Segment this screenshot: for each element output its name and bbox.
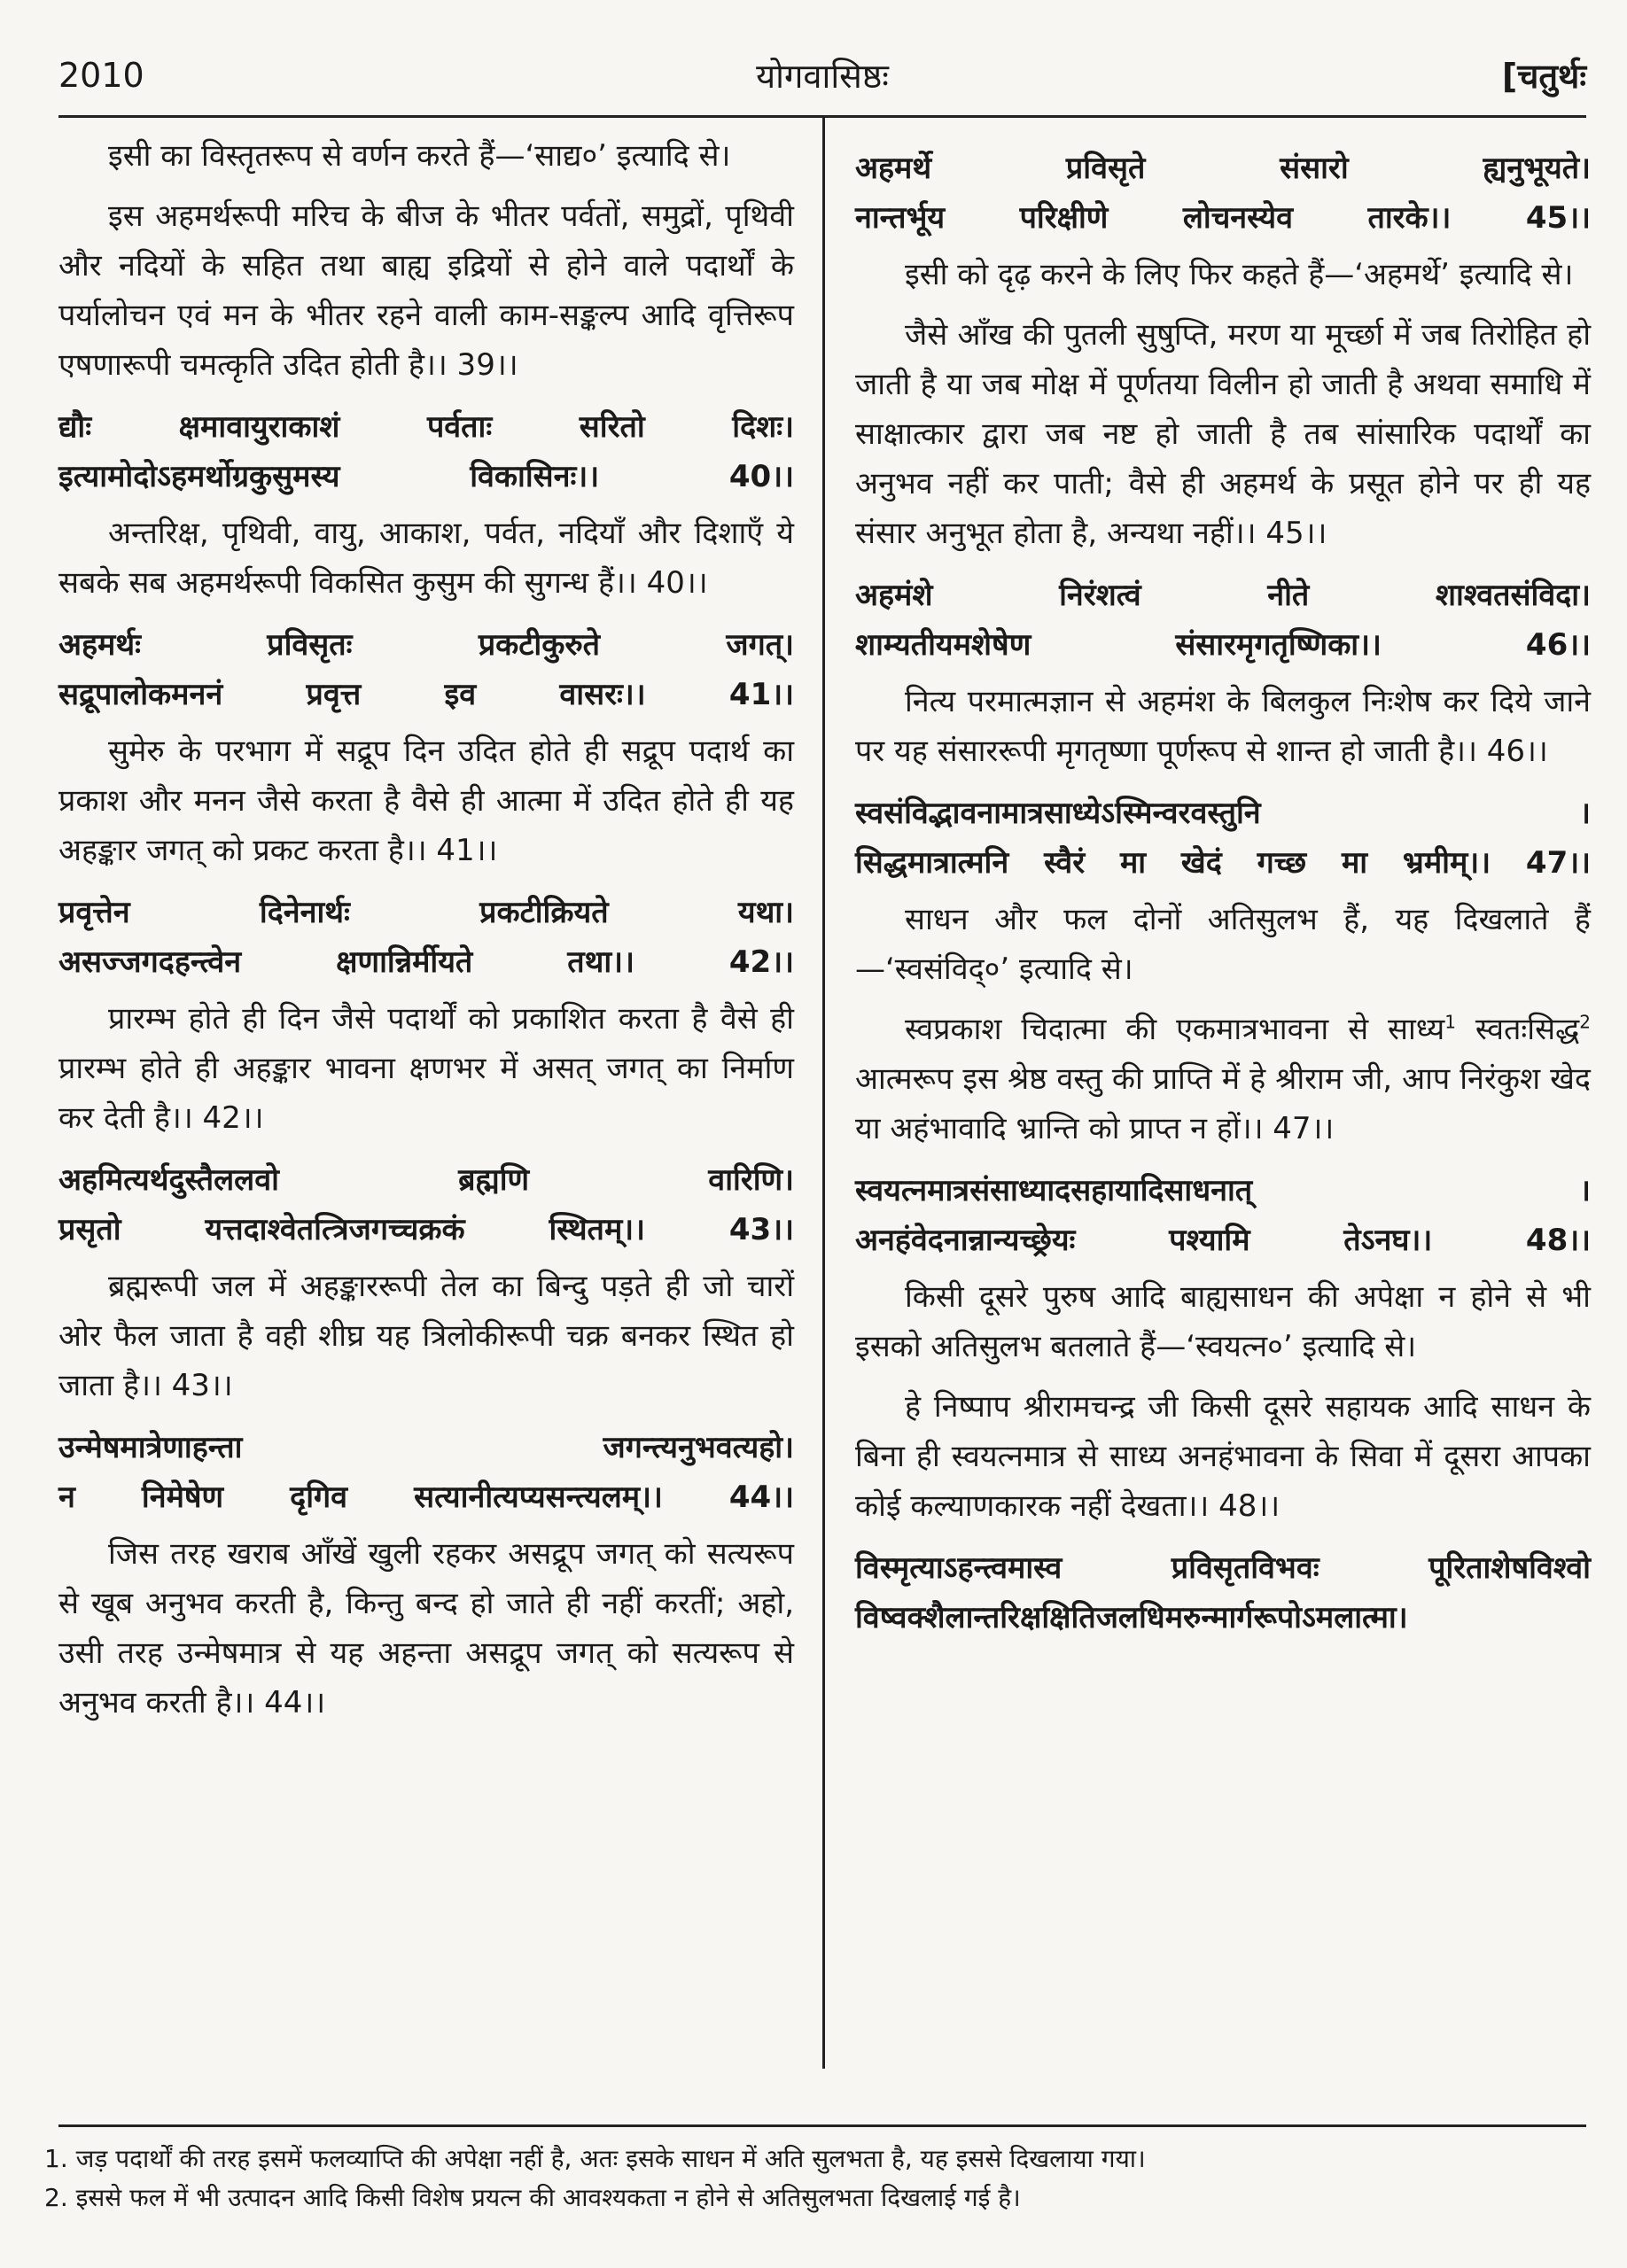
book-title: योगवासिष्ठः: [756, 57, 889, 96]
commentary-paragraph: इसी को दृढ़ करने के लिए फिर कहते हैं—‘अहमर्थे’ इत्यादि से।: [905, 257, 1574, 292]
verse: [855, 571, 1591, 670]
verse-line: अहमंशे निरंशत्वं नीते शाश्वतसंविदा।: [855, 578, 1591, 613]
page-header: [58, 44, 1586, 106]
footnotes: [44, 2140, 1586, 2218]
verse-line: अहमित्यर्थदुस्तैललवो ब्रह्मणि वारिणि।: [58, 1162, 794, 1198]
verse: [855, 1543, 1591, 1643]
verse-line: प्रसृतो यत्तदाश्वेतत्त्रिजगच्चक्रकं स्थितम्।। 43।।: [58, 1212, 794, 1247]
text-run: स्वतःसिद्ध: [1456, 1012, 1580, 1047]
page-number: 2010: [58, 56, 144, 95]
footnote-marker: 1: [1444, 1011, 1457, 1033]
verse: [58, 402, 794, 501]
commentary-paragraph: [855, 1005, 1591, 1153]
commentary-paragraph: नित्य परमात्मज्ञान से अहमंश के बिलकुल निःशेष कर दिये जाने पर यह संसाररूपी मृगतृष्णा पूर्णरूप से शान्त हो जाती है।। 46।।: [855, 684, 1591, 769]
footnote-2: 2. इससे फल में भी उत्पादन आदि किसी विशेष प्रयत्न की आवश्यकता न होने से अतिसुलभता दिखलाई गई है।: [44, 2183, 1021, 2212]
verse: [58, 620, 794, 719]
verse-line: विस्मृत्याऽहन्त्वमास्व प्रविसृतविभवः पूरिताशेषविश्वो: [855, 1550, 1591, 1586]
commentary-paragraph: प्रारम्भ होते ही दिन जैसे पदार्थों को प्रकाशित करता है वैसे ही प्रारम्भ होते ही अहङ्कार भावना क्षणभर में असत् जगत् का निर्माण कर देती है।। 42।।: [58, 1001, 794, 1136]
commentary-paragraph: जिस तरह खराब आँखें खुली रहकर असद्रूप जगत् को सत्यरूप से खूब अनुभव करती है, किन्तु बन्द हो जाते ही नहीं करतीं; अहो, उसी तरह उन्मेषमात्र से यह अहन्ता असद्रूप जगत् को सत्यरूप से अनुभव करती है।। 44।।: [58, 1536, 794, 1720]
text-run: आत्मरूप इस श्रेष्ठ वस्तु की प्राप्ति में हे श्रीराम जी, आप निरंकुश खेद या अहंभावादि भ्रान्ति को प्राप्त न हों।। 47।।: [855, 1061, 1591, 1146]
footnote-rule: [58, 2124, 1586, 2127]
verse: [855, 788, 1591, 888]
verse: [58, 1423, 794, 1522]
footnote-marker: 2: [1579, 1011, 1591, 1033]
commentary-paragraph: इस अहमर्थरूपी मरिच के बीज के भीतर पर्वतों, समुद्रों, पृथिवी और नदियों के सहित तथा बाह्य इद्रियों से होने वाले पदार्थों के पर्यालोचन एवं मन के भीतर रहने वाली काम-सङ्कल्प आदि वृत्तिरूप एषणारूपी चमत्कृति उदित होती है।। 39।।: [58, 198, 794, 383]
commentary-paragraph: ब्रह्मरूपी जल में अहङ्काररूपी तेल का बिन्दु पड़ते ही जो चारों ओर फैल जाता है वही शीघ्र यह त्रिलोकीरूपी चक्र बनकर स्थित हो जाता है।। 43।।: [58, 1269, 794, 1403]
footnote-1: 1. जड़ पदार्थों की तरह इसमें फलव्याप्ति की अपेक्षा नहीं है, अतः इसके साधन में अति सुलभता है, यह इससे दिखलाया गया।: [44, 2144, 1146, 2173]
verse-line: असज्जगदहन्त्वेन क्षणान्निर्मीयते तथा।। 42।।: [58, 944, 794, 980]
verse: [855, 144, 1591, 243]
commentary-paragraph: किसी दूसरे पुरुष आदि बाह्यसाधन की अपेक्षा न होने से भी इसको अतिसुलभ बतलाते हैं—‘स्वयत्न०’ इत्यादि से।: [855, 1279, 1591, 1364]
commentary-paragraph: सुमेरु के परभाग में सद्रूप दिन उदित होते ही सद्रूप पदार्थ का प्रकाश और मनन जैसे करता है वैसे ही आत्मा में उदित होते ही यह अहङ्कार जगत् को प्रकट करता है।। 41।।: [58, 734, 794, 868]
text-run: स्वप्रकाश चिदात्मा की एकमात्रभावना से साध्य: [905, 1012, 1445, 1047]
verse-line: शाम्यतीयमशेषेण संसारमृगतृष्णिका।। 46।।: [855, 627, 1591, 663]
column-divider: [822, 115, 825, 2069]
commentary-paragraph: साधन और फल दोनों अतिसुलभ हैं, यह दिखलाते हैं—‘स्वसंविद्०’ इत्यादि से।: [855, 902, 1591, 987]
verse-line: प्रवृत्तेन दिनेनार्थः प्रकटीक्रियते यथा।: [58, 895, 794, 930]
verse-line: इत्यामोदोऽहमर्थोग्रकुसुमस्य विकासिनः।। 40।।: [58, 459, 794, 494]
section-label: [चतुर्थः: [1501, 57, 1586, 96]
verse-line: सिद्धमात्रात्मनि स्वैरं मा खेदं गच्छ मा भ्रमीम्।। 47।।: [855, 845, 1591, 881]
verse-line: अनहंवेदनान्नान्यच्छ्रेयः पश्यामि तेऽनघ।। 48।।: [855, 1223, 1591, 1258]
verse-line: अहमर्थे प्रविसृते संसारो ह्यनुभूयते।: [855, 151, 1591, 186]
commentary-paragraph: अन्तरिक्ष, पृथिवी, वायु, आकाश, पर्वत, नदियाँ और दिशाएँ ये सबके सब अहमर्थरूपी विकसित कुसुम की सुगन्ध हैं।। 40।।: [58, 516, 794, 601]
right-column: [855, 131, 1591, 1650]
verse-line: द्यौः क्षमावायुराकाशं पर्वताः सरितो दिशः।: [58, 409, 794, 445]
verse-line: स्वसंविद्भावनामात्रसाध्येऽस्मिन्वरवस्तुनि ।: [855, 796, 1591, 831]
left-column: [58, 131, 794, 1738]
commentary-paragraph: जैसे आँख की पुतली सुषुप्ति, मरण या मूर्च्छा में जब तिरोहित हो जाती है या जब मोक्ष में पूर्णतया विलीन हो जाती है अथवा समाधि में साक्षात्कार द्वारा जब नष्ट हो जाती है तब सांसारिक पदार्थों का अनुभव नहीं कर पाती; वैसे ही अहमर्थ के प्रसूत होने पर ही यह संसार अनुभूत होता है, अन्यथा नहीं।। 45।।: [855, 317, 1591, 551]
verse-line: सद्रूपालोकमननं प्रवृत्त इव वासरः।। 41।।: [58, 677, 794, 712]
commentary-paragraph: हे निष्पाप श्रीरामचन्द्र जी किसी दूसरे सहायक आदि साधन के बिना ही स्वयत्नमात्र से साध्य अनहंभावना के सिवा में दूसरा आपका कोई कल्याणकारक नहीं देखता।। 48।।: [855, 1389, 1591, 1524]
verse-line: विष्वक्शैलान्तरिक्षक्षितिजलधिमरुन्मार्गरूपोऽमलात्मा।: [855, 1600, 1408, 1635]
verse-line: अहमर्थः प्रविसृतः प्रकटीकुरुते जगत्।: [58, 627, 794, 663]
commentary-paragraph: इसी का विस्तृतरूप से वर्णन करते हैं—‘साद्य०’ इत्यादि से।: [108, 138, 731, 174]
verse-line: स्वयत्नमात्रसंसाध्यादसहायादिसाधनात् ।: [855, 1173, 1591, 1208]
verse: [58, 888, 794, 987]
verse-line: नान्तर्भूय परिक्षीणे लोचनस्येव तारके।। 45।।: [855, 200, 1591, 236]
verse: [58, 1155, 794, 1254]
verse-line: उन्मेषमात्रेणाहन्ता जगन्त्यनुभवत्यहो।: [58, 1430, 794, 1465]
verse: [855, 1166, 1591, 1265]
verse-line: न निमेषेण दृगिव सत्यानीत्यप्यसन्त्यलम्।। 44।।: [58, 1480, 794, 1515]
